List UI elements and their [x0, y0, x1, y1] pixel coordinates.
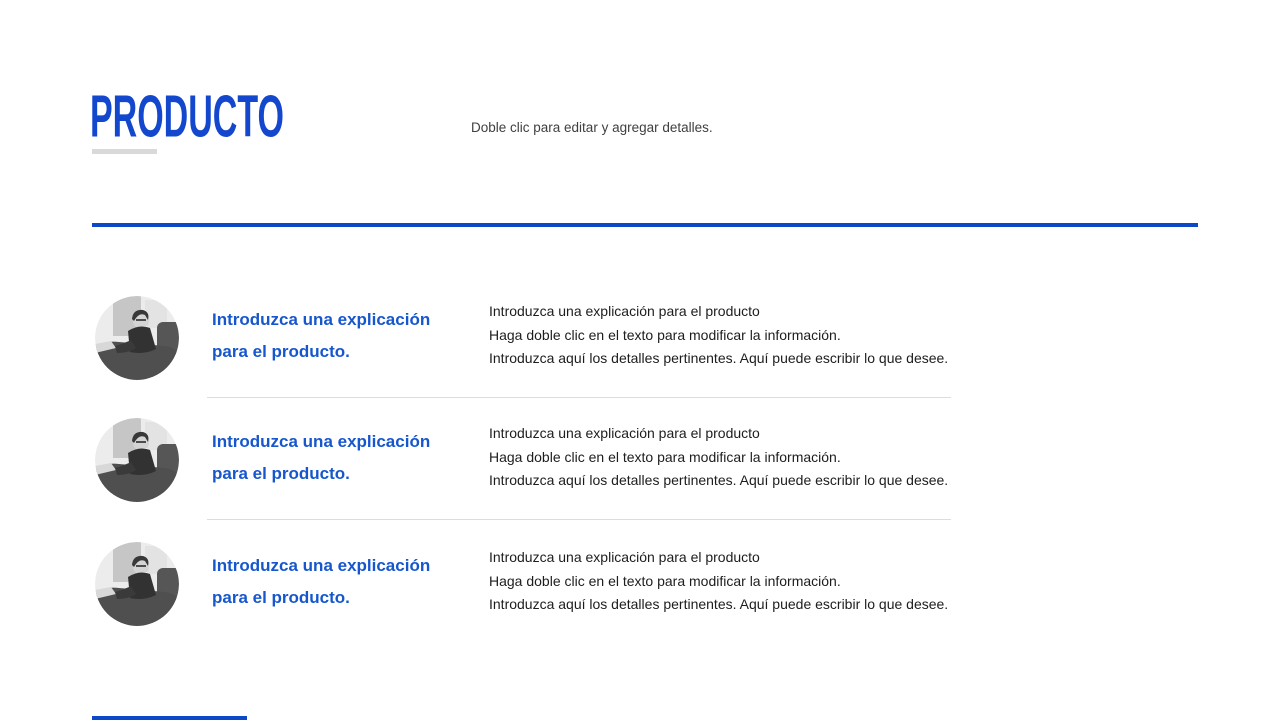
row-divider [207, 397, 951, 398]
product-row [95, 296, 955, 408]
slide-subtitle[interactable]: Doble clic para editar y agregar detalles. [471, 120, 713, 135]
detail-line: Haga doble clic en el texto para modificar la información. [489, 448, 841, 465]
slide-title[interactable]: PRODUCTO [90, 83, 284, 150]
row-heading[interactable]: Introduzca una explicación para el producto. [212, 432, 431, 483]
detail-line: Introduzca una explicación para el producto [489, 549, 760, 565]
row-details[interactable] [489, 300, 969, 371]
person-photo[interactable] [95, 542, 179, 626]
header-divider-line [92, 223, 1198, 227]
person-photo[interactable] [95, 296, 179, 380]
row-divider [207, 519, 951, 520]
detail-line: Introduzca aquí los detalles pertinentes. Aquí puede escribir lo que desee. [489, 596, 949, 612]
title-accent-bar [92, 149, 157, 154]
detail-line: Introduzca una explicación para el producto [489, 425, 760, 441]
product-row [95, 418, 955, 530]
person-photo-illustration [95, 418, 179, 502]
person-photo-illustration [95, 542, 179, 626]
row-details[interactable] [489, 422, 969, 493]
row-details[interactable] [489, 546, 969, 617]
detail-line: Haga doble clic en el texto para modificar la información. [489, 326, 841, 343]
detail-line: Introduzca aquí los detalles pertinentes. Aquí puede escribir lo que desee. [489, 472, 949, 488]
row-heading[interactable]: Introduzca una explicación para el producto. [212, 556, 431, 607]
person-photo-illustration [95, 296, 179, 380]
row-heading[interactable]: Introduzca una explicación para el producto. [212, 310, 431, 361]
product-row [95, 542, 955, 654]
detail-line: Introduzca una explicación para el producto [489, 303, 760, 319]
footer-accent-bar [92, 716, 247, 720]
detail-line: Haga doble clic en el texto para modificar la información. [489, 572, 841, 589]
detail-line: Introduzca aquí los detalles pertinentes. Aquí puede escribir lo que desee. [489, 350, 949, 366]
person-photo[interactable] [95, 418, 179, 502]
